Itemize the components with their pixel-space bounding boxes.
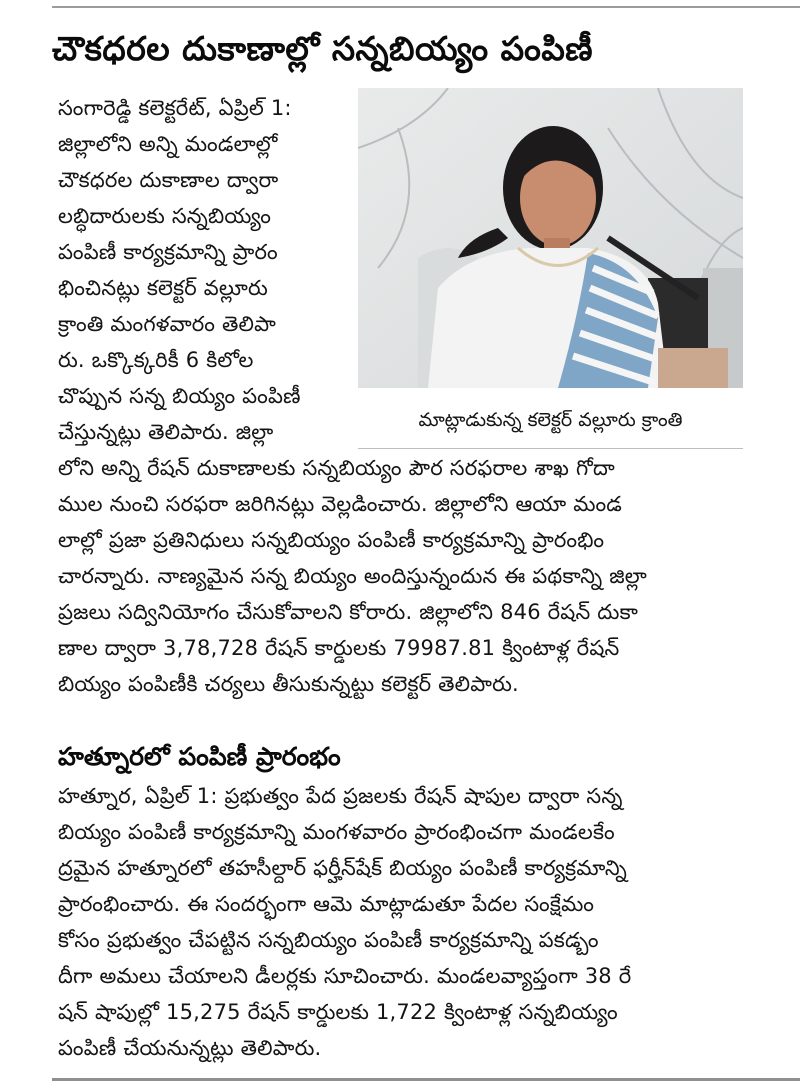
article2-line: హత్నూర, ఏప్రిల్ 1: ప్రభుత్వం పేద ప్రజలకు రేషన్ షాపుల ద్వారా సన్న <box>58 784 623 808</box>
article1-line: సంగారెడ్డి కలెక్టరేట్, ఏప్రిల్ 1: <box>58 96 292 120</box>
article2-line: ప్రారంభించారు. ఈ సందర్భంగా ఆమె మాట్లాడుతూ పేదల సంక్షేమం <box>58 892 595 916</box>
article1-line: చౌకధరల దుకాణాల ద్వారా <box>58 168 279 192</box>
article1-line: చేస్తున్నట్లు తెలిపారు. జిల్లా <box>58 420 274 444</box>
article1-line: భించినట్లు కలెక్టర్ వల్లూరు <box>58 276 268 300</box>
article1-line: క్రాంతి మంగళవారం తెలిపా <box>58 312 276 336</box>
article2-line: దీగా అమలు చేయాలని డీలర్లకు సూచించారు. మండలవ్యాప్తంగా 38 రే <box>58 964 632 988</box>
article1-line: లోని అన్ని రేషన్ దుకాణాలకు సన్నబియ్యం పౌర సరఫరాల శాఖ గోదా <box>58 456 615 480</box>
article1-line: లాల్లో ప్రజా ప్రతినిధులు సన్నబియ్యం పంపిణీ కార్యక్రమాన్ని ప్రారంభిం <box>58 528 605 552</box>
article1-line: రు. ఒక్కొక్కరికీ 6 కిలోల <box>58 348 254 372</box>
subheading: హత్నూరలో పంపిణీ ప్రారంభం <box>58 742 341 771</box>
article1-line: చారన్నారు. నాణ్యమైన సన్న బియ్యం అందిస్తున్నందున ఈ పథకాన్ని జిల్లా <box>58 564 647 588</box>
collector-photo <box>358 88 743 388</box>
bottom-rule <box>52 1078 800 1081</box>
article1-line: పంపిణీ కార్యక్రమాన్ని ప్రారం <box>58 240 278 264</box>
article2-line: షన్ షాపుల్లో 15,275 రేషన్ కార్డులకు 1,722 క్వింటాళ్ల సన్నబియ్యం <box>58 1000 618 1024</box>
article2-line: ద్రమైన హత్నూరలో తహసీల్దార్ ఫర్హీన్‌షేక్ బియ్యం పంపిణీ కార్యక్రమాన్ని <box>58 856 627 880</box>
photo-caption: మాట్లాడుకున్న కలెక్టర్ వల్లూరు క్రాంతి <box>358 392 743 449</box>
headline: చౌకధరల దుకాణాల్లో సన్నబియ్యం పంపిణీ <box>52 29 594 68</box>
article1-line: చొప్పున సన్న బియ్యం పంపిణీ <box>58 384 301 408</box>
article2-line: కోసం ప్రభుత్వం చేపట్టిన సన్నబియ్యం పంపిణీ కార్యక్రమాన్ని పకడ్బం <box>58 928 599 952</box>
article2-line: బియ్యం పంపిణీ కార్యక్రమాన్ని మంగళవారం ప్రారంభించగా మండలకేం <box>58 820 615 844</box>
top-rule <box>52 6 800 8</box>
article1-line: ముల నుంచి సరఫరా జరిగినట్లు వెల్లడించారు. జిల్లాలోని ఆయా మండ <box>58 492 623 516</box>
collector-portrait-icon <box>358 88 743 388</box>
article1-line: బియ్యం పంపిణీకి చర్యలు తీసుకున్నట్టు కలెక్టర్ తెలిపారు. <box>58 672 519 696</box>
article2-line: పంపిణీ చేయనున్నట్లు తెలిపారు. <box>58 1036 322 1060</box>
article1-line: జిల్లాలోని అన్ని మండలాల్లో <box>58 132 278 156</box>
article1-line: లబ్ధిదారులకు సన్నబియ్యం <box>58 204 272 228</box>
article1-line: ణాల ద్వారా 3,78,728 రేషన్ కార్డులకు 79987.81 క్వింటాళ్ల రేషన్ <box>58 636 620 660</box>
article1-line: ప్రజలు సద్వినియోగం చేసుకోవాలని కోరారు. జిల్లాలోని 846 రేషన్ దుకా <box>58 600 638 624</box>
